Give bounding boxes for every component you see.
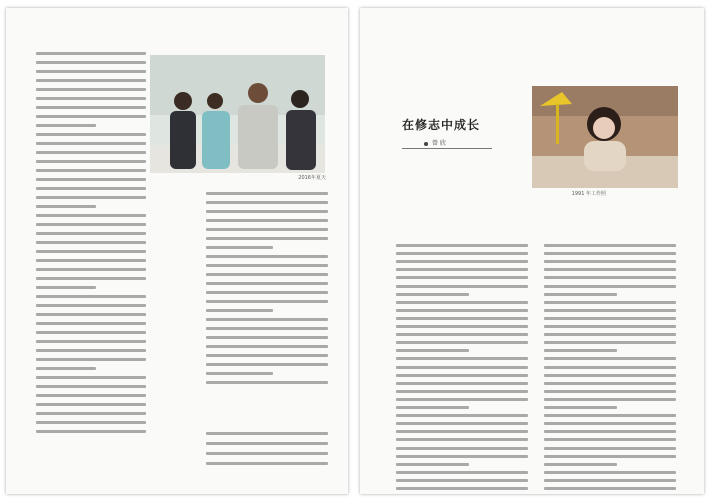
text-line xyxy=(396,301,528,304)
text-line xyxy=(544,398,676,401)
text-line xyxy=(544,293,617,296)
text-line xyxy=(36,151,146,154)
text-line xyxy=(544,422,676,425)
text-line xyxy=(396,276,528,279)
text-line xyxy=(396,309,528,312)
text-line xyxy=(36,52,146,55)
text-line xyxy=(36,97,146,100)
text-line xyxy=(36,160,146,163)
text-line xyxy=(206,345,328,348)
text-line xyxy=(544,366,676,369)
text-line xyxy=(544,479,676,482)
text-line xyxy=(36,196,146,199)
text-line xyxy=(544,301,676,304)
text-line xyxy=(36,241,146,244)
text-line xyxy=(396,333,528,336)
text-line xyxy=(544,430,676,433)
text-line xyxy=(206,462,328,465)
text-line xyxy=(36,268,146,271)
text-line xyxy=(544,252,676,255)
text-line xyxy=(544,414,676,417)
text-line xyxy=(396,357,528,360)
family-photo xyxy=(150,55,325,173)
text-line xyxy=(396,438,528,441)
text-line xyxy=(396,244,528,247)
text-line xyxy=(396,317,528,320)
text-line xyxy=(206,363,328,366)
text-line xyxy=(206,237,328,240)
text-line xyxy=(206,300,328,303)
text-line xyxy=(36,187,146,190)
text-line xyxy=(544,276,676,279)
text-line xyxy=(36,61,146,64)
text-line xyxy=(396,422,528,425)
text-line xyxy=(36,394,146,397)
text-line xyxy=(544,268,676,271)
text-line xyxy=(36,313,146,316)
text-line xyxy=(206,354,328,357)
text-line xyxy=(396,374,528,377)
text-line xyxy=(544,285,676,288)
text-line xyxy=(206,255,328,258)
text-line xyxy=(396,430,528,433)
text-line xyxy=(36,412,146,415)
text-line xyxy=(36,376,146,379)
text-line xyxy=(544,382,676,385)
text-line xyxy=(36,367,96,370)
text-line xyxy=(206,309,273,312)
text-line xyxy=(36,133,146,136)
text-line xyxy=(396,341,528,344)
text-line xyxy=(36,304,146,307)
family-photo-image xyxy=(150,55,325,173)
text-line xyxy=(396,471,528,474)
text-line xyxy=(396,382,528,385)
text-line xyxy=(544,333,676,336)
text-line xyxy=(544,374,676,377)
text-line xyxy=(36,331,146,334)
text-line xyxy=(206,318,328,321)
text-line xyxy=(544,317,676,320)
text-line xyxy=(36,142,146,145)
work-photo xyxy=(532,86,678,188)
text-line xyxy=(396,398,528,401)
text-line xyxy=(206,192,328,195)
text-line xyxy=(36,178,146,181)
text-line xyxy=(206,219,328,222)
text-line xyxy=(544,471,676,474)
text-line xyxy=(396,293,469,296)
author-divider xyxy=(402,148,492,149)
text-line xyxy=(36,214,146,217)
text-line xyxy=(544,487,676,490)
text-line xyxy=(36,295,146,298)
text-line xyxy=(36,169,146,172)
text-line xyxy=(544,438,676,441)
text-line xyxy=(544,406,617,409)
text-line xyxy=(36,70,146,73)
text-line xyxy=(36,430,146,433)
text-line xyxy=(396,487,528,490)
text-line xyxy=(36,115,146,118)
text-line xyxy=(36,340,146,343)
text-line xyxy=(544,447,676,450)
text-line xyxy=(36,124,96,127)
text-line xyxy=(396,285,528,288)
text-line xyxy=(36,205,96,208)
text-line xyxy=(396,252,528,255)
text-line xyxy=(36,286,96,289)
text-line xyxy=(36,259,146,262)
text-line xyxy=(544,341,676,344)
text-line xyxy=(36,250,146,253)
text-line xyxy=(396,390,528,393)
text-line xyxy=(396,447,528,450)
text-line xyxy=(36,349,146,352)
author-name: 曾 欣 xyxy=(432,140,446,147)
text-line xyxy=(36,358,146,361)
text-line xyxy=(396,455,528,458)
text-line xyxy=(36,385,146,388)
text-line xyxy=(544,357,676,360)
text-line xyxy=(36,79,146,82)
text-line xyxy=(206,273,328,276)
text-line xyxy=(36,403,146,406)
text-line xyxy=(206,228,328,231)
text-line xyxy=(36,106,146,109)
family-photo-caption: 2016年夏天 xyxy=(298,175,326,181)
text-line xyxy=(544,390,676,393)
text-line xyxy=(544,349,617,352)
text-line xyxy=(396,414,528,417)
text-line xyxy=(36,277,146,280)
article-title: 在修志中成长 xyxy=(402,118,481,132)
text-line xyxy=(544,455,676,458)
text-line xyxy=(396,463,469,466)
text-line xyxy=(206,372,273,375)
work-photo-image xyxy=(532,86,678,188)
text-line xyxy=(206,327,328,330)
text-line xyxy=(206,381,328,384)
text-line xyxy=(396,325,528,328)
text-line xyxy=(206,432,328,435)
text-line xyxy=(544,260,676,263)
text-line xyxy=(396,406,469,409)
text-line xyxy=(206,336,328,339)
text-line xyxy=(544,244,676,247)
text-line xyxy=(36,421,146,424)
text-line xyxy=(206,264,328,267)
author-bullet-icon xyxy=(424,142,428,146)
text-line xyxy=(396,260,528,263)
text-line xyxy=(36,322,146,325)
text-line xyxy=(396,349,469,352)
text-line xyxy=(36,88,146,91)
text-line xyxy=(206,246,273,249)
text-line xyxy=(544,309,676,312)
text-line xyxy=(206,210,328,213)
text-line xyxy=(206,282,328,285)
work-photo-caption: 1991 年工作照 xyxy=(571,191,606,197)
text-line xyxy=(396,366,528,369)
text-line xyxy=(396,479,528,482)
text-line xyxy=(396,268,528,271)
text-line xyxy=(544,325,676,328)
left-page xyxy=(6,8,348,494)
text-line xyxy=(206,291,328,294)
right-page xyxy=(360,8,704,494)
text-line xyxy=(206,452,328,455)
text-line xyxy=(36,232,146,235)
text-line xyxy=(36,223,146,226)
text-line xyxy=(544,463,617,466)
text-line xyxy=(206,442,328,445)
text-line xyxy=(206,201,328,204)
article-author xyxy=(424,138,446,147)
